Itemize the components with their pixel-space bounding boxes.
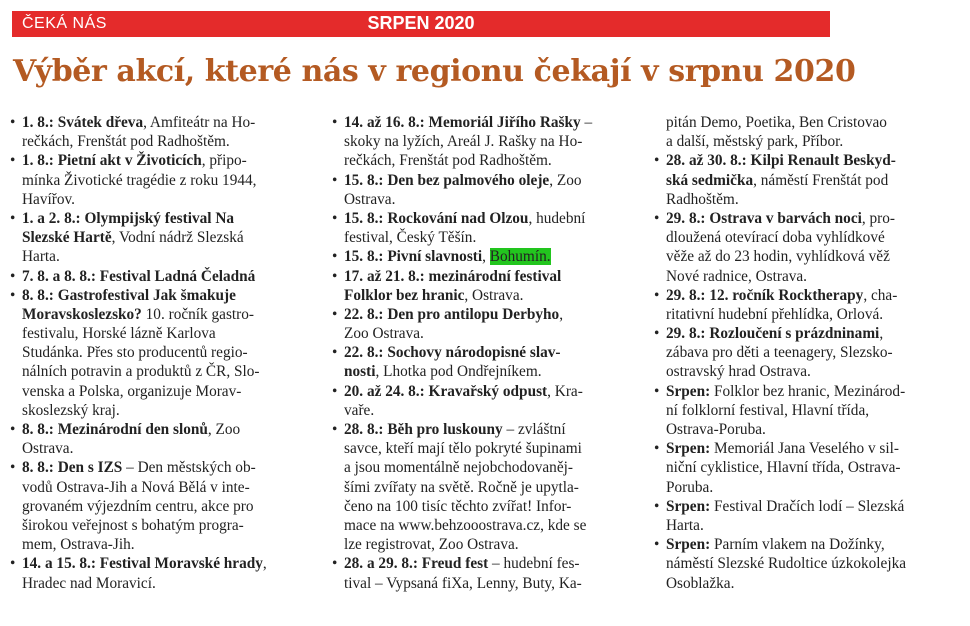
event-detail: Folklor bez hranic, Mezinárod- (710, 382, 906, 400)
event-continuation-line (666, 171, 966, 190)
event-detail: Poruba. (666, 478, 714, 496)
event-detail: , (262, 555, 267, 573)
event-item-line (344, 209, 640, 228)
event-continuation-line (22, 190, 327, 209)
event-detail: , (559, 305, 564, 323)
event-continuation-line (666, 228, 966, 247)
event-continuation-line (344, 478, 640, 497)
event-detail: pitán Demo, Poetika, Ben Cristovao (666, 114, 887, 131)
event-name: 28. 8.: Běh pro luskouny (344, 421, 503, 438)
event-detail: a jsou momentálně nejobchodovaněj- (344, 459, 573, 477)
event-continuation-line (22, 382, 327, 401)
event-detail: Harta. (666, 516, 704, 534)
event-continuation-line (666, 305, 966, 324)
event-item-line (666, 209, 966, 228)
event-name: Srpen: (666, 440, 711, 458)
event-continuation-line (22, 439, 327, 458)
event-name: Srpen: (666, 382, 711, 400)
events-column-2 (344, 113, 640, 593)
event-detail: nálních potravin a produktů z ČR, Slo- (22, 363, 260, 381)
event-detail: , Zoo (549, 171, 582, 189)
event-detail: mace na www.behzooostrava.cz, kde se (344, 516, 587, 534)
event-name: Slezské Hartě (22, 229, 112, 247)
event-name: nosti (344, 363, 376, 381)
event-detail: Ostrava-Poruba. (666, 421, 766, 438)
event-name: 22. 8.: Den pro antilopu Derbyho (344, 305, 560, 323)
event-continuation-line (22, 516, 327, 535)
event-continuation-line (22, 247, 327, 266)
event-name: 17. až 21. 8.: mezinárodní festival (344, 267, 562, 285)
event-item-line (344, 267, 640, 286)
event-item-line (344, 382, 640, 401)
event-item-line (22, 458, 327, 477)
event-name: Folklor bez hranic (344, 286, 465, 304)
issue-label: SRPEN 2020 (367, 13, 475, 33)
event-continuation-line (344, 190, 640, 209)
event-item-line (344, 113, 640, 132)
event-name: 29. 8.: 12. ročník Rocktherapy (666, 286, 864, 304)
event-detail: , Ostrava. (464, 286, 524, 304)
event-continuation-line (344, 324, 640, 343)
event-detail: , (482, 248, 490, 266)
event-detail: skoky na lyžích, Areál J. Rašky na Ho- (344, 133, 583, 151)
event-continuation-line (666, 343, 966, 362)
event-detail: ostravský hrad Ostrava. (666, 363, 811, 381)
section-header-bar (12, 11, 830, 37)
event-detail: , Amfiteátr na Ho- (143, 114, 256, 131)
event-continuation-line (344, 228, 640, 247)
event-detail: věže až do 23 hodin, vyhlídková věž (666, 248, 890, 266)
event-detail: niční cyklistice, Hlavní třída, Ostrava- (666, 459, 901, 477)
event-detail: grovaném výjezdním centru, akce pro (22, 497, 254, 515)
event-detail: Studánka. Přes sto producentů regio- (22, 344, 248, 362)
event-item-line (666, 439, 966, 458)
event-detail: a další, městský park, Příbor. (666, 133, 844, 151)
event-item-line (22, 554, 327, 573)
event-item-line (22, 113, 327, 132)
event-detail: rečkách, Frenštát pod Radhoštěm. (22, 133, 230, 151)
event-continuation-line (344, 132, 640, 151)
event-continuation-line (22, 132, 327, 151)
event-continuation-line (22, 305, 327, 324)
event-item-line (344, 343, 640, 362)
event-continuation-line (344, 458, 640, 477)
event-detail: – hudební fes- (488, 555, 580, 573)
event-detail: , připo- (201, 152, 247, 170)
event-detail: vaře. (344, 401, 375, 419)
event-continuation-line (22, 324, 327, 343)
event-name: Srpen: (666, 497, 711, 515)
event-continuation-line (666, 420, 966, 439)
event-name: Moravskoslezsko? (22, 305, 142, 323)
event-detail: Ostrava. (344, 190, 396, 208)
event-detail: Havířov. (22, 190, 75, 208)
event-continuation-line (666, 267, 966, 286)
event-detail: Harta. (22, 248, 60, 266)
event-item-line (344, 554, 640, 573)
event-continuation-line (344, 497, 640, 516)
event-continuation-line (344, 401, 640, 420)
event-name: 1. 8.: Pietní akt v Životicích (22, 152, 202, 170)
event-detail: dloužená otevírací doba vyhlídkové (666, 229, 885, 247)
event-item-line (22, 420, 327, 439)
event-name: 22. 8.: Sochovy národopisné slav- (344, 344, 561, 362)
event-continuation-line (666, 362, 966, 381)
event-detail: Festival Dračích lodí – Slezská (710, 497, 905, 515)
event-detail: lze registrovat, Zoo Ostrava. (344, 536, 519, 554)
event-detail: savce, kteří mají tělo pokryté šupinami (344, 440, 582, 458)
event-detail: ritativní hudební přehlídka, Orlová. (666, 305, 884, 323)
event-detail: Hradec nad Moravicí. (22, 574, 156, 592)
event-detail: , (879, 325, 884, 343)
event-name: 14. až 16. 8.: Memoriál Jiřího Rašky (344, 114, 581, 131)
event-continuation-line (344, 439, 640, 458)
event-item-line (22, 151, 327, 170)
event-detail: skoslezský kraj. (22, 401, 120, 419)
event-item-line (22, 286, 327, 305)
event-item-line (666, 497, 966, 516)
event-item-line (666, 535, 966, 554)
event-continuation-line (22, 401, 327, 420)
event-item-line (344, 171, 640, 190)
event-name: 29. 8.: Ostrava v barvách noci (666, 209, 862, 227)
event-detail: , náměstí Frenštát pod (753, 171, 889, 189)
event-detail: šími zvířaty na světě. Ročně je upytla- (344, 478, 579, 496)
event-name: ská sedmička (666, 171, 754, 189)
event-continuation-line (22, 478, 327, 497)
event-continuation-line (666, 574, 966, 593)
event-item-line (344, 305, 640, 324)
event-item-line (22, 267, 327, 286)
event-continuation-line (22, 535, 327, 554)
event-name: 15. 8.: Rockování nad Olzou (344, 209, 529, 227)
event-detail: Ostrava. (22, 440, 74, 458)
event-detail: Memoriál Jana Veselého v sil- (710, 440, 899, 458)
event-detail: ní folklorní festival, Hlavní třída, (666, 401, 870, 419)
event-name: 15. 8.: Pivní slavnosti (344, 248, 483, 266)
event-continuation-line (666, 132, 966, 151)
event-detail: Radhoštěm. (666, 190, 739, 208)
event-detail: , Zoo (207, 421, 241, 438)
event-name: 14. a 15. 8.: Festival Moravské hrady (22, 555, 263, 573)
event-item-line (344, 247, 640, 266)
event-detail: 10. ročník gastro- (141, 305, 254, 323)
event-continuation-line (344, 286, 640, 305)
event-continuation-line (22, 343, 327, 362)
event-detail: Nové radnice, Ostrava. (666, 267, 808, 285)
page-title: Výběr akcí, které nás v regionu čekají v srpnu 2020 (13, 54, 856, 89)
event-continuation-line (22, 171, 327, 190)
event-continuation-line (666, 247, 966, 266)
event-detail: čeno na 100 tisíc těchto zvířat! Infor- (344, 497, 572, 515)
event-continuation-line (666, 478, 966, 497)
event-continuation-line (344, 151, 640, 170)
event-continuation-line (344, 516, 640, 535)
event-name: 15. 8.: Den bez palmového oleje (344, 171, 550, 189)
event-detail: Parním vlakem na Dožínky, (710, 536, 885, 554)
highlighted-text: Bohumín. (489, 248, 551, 266)
event-detail: , pro- (861, 209, 896, 227)
event-detail: , Kra- (547, 382, 583, 400)
event-detail: rečkách, Frenštát pod Radhoštěm. (344, 152, 552, 170)
event-detail: mínka Životické tragédie z roku 1944, (22, 171, 257, 189)
event-item-line (666, 382, 966, 401)
event-detail: , hudební (528, 209, 586, 227)
event-detail: , cha- (863, 286, 898, 304)
event-detail: , Lhotka pod Ondřejníkem. (375, 363, 542, 381)
event-name: Srpen: (666, 536, 711, 554)
event-item-line (344, 420, 640, 439)
events-column-1 (22, 113, 327, 593)
event-detail: náměstí Slezské Rudoltice úzkokolejka (666, 555, 907, 573)
event-detail: vodů Ostrava-Jih a Nová Bělá v inte- (22, 478, 250, 496)
event-detail: , Vodní nádrž Slezská (111, 229, 244, 247)
event-name: 1. 8.: Svátek dřeva (22, 114, 144, 131)
event-continuation-line (22, 362, 327, 381)
event-continuation-line (666, 554, 966, 573)
event-name: 20. až 24. 8.: Kravařský odpust (344, 382, 548, 400)
event-item-line (22, 209, 327, 228)
event-detail: – zvláštní (502, 421, 566, 438)
event-name: 1. a 2. 8.: Olympijský festival Na (22, 209, 235, 227)
event-name: 8. 8.: Gastrofestival Jak šmakuje (22, 286, 236, 304)
event-item-line (666, 151, 966, 170)
event-continuation-line (666, 516, 966, 535)
event-detail: mem, Ostrava-Jih. (22, 536, 135, 554)
event-detail: tival – Vypsaná fiXa, Lenny, Buty, Ka- (344, 574, 582, 592)
event-item-line (666, 324, 966, 343)
event-name: 8. 8.: Mezinárodní den slonů (22, 421, 208, 438)
event-detail: – (580, 114, 593, 131)
event-name: 7. 8. a 8. 8.: Festival Ladná Čeladná (22, 267, 256, 285)
section-label: ČEKÁ NÁS (22, 15, 107, 32)
event-detail: širokou veřejnost s bohatým progra- (22, 516, 244, 534)
event-detail: festival, Český Těšín. (344, 229, 477, 247)
event-name: 28. a 29. 8.: Freud fest (344, 555, 489, 573)
event-name: 28. až 30. 8.: Kilpi Renault Beskyd- (666, 152, 896, 170)
event-name: 8. 8.: Den s IZS (22, 459, 123, 477)
event-detail: venska a Polska, organizuje Morav- (22, 382, 242, 400)
event-continuation-line (666, 113, 966, 132)
event-continuation-line (344, 535, 640, 554)
event-continuation-line (666, 190, 966, 209)
event-detail: – Den městských ob- (122, 459, 256, 477)
event-item-line (666, 286, 966, 305)
event-continuation-line (22, 497, 327, 516)
event-detail: Zoo Ostrava. (344, 325, 424, 343)
event-continuation-line (22, 574, 327, 593)
event-detail: zábava pro děti a teenagery, Slezsko- (666, 344, 893, 362)
event-continuation-line (22, 228, 327, 247)
event-continuation-line (666, 401, 966, 420)
event-continuation-line (344, 574, 640, 593)
event-detail: festivalu, Horské lázně Karlova (22, 325, 216, 343)
event-name: 29. 8.: Rozloučení s prázdninami (666, 325, 880, 343)
event-continuation-line (344, 362, 640, 381)
event-detail: Osoblažka. (666, 574, 735, 592)
event-continuation-line (666, 458, 966, 477)
events-column-3 (666, 113, 966, 593)
